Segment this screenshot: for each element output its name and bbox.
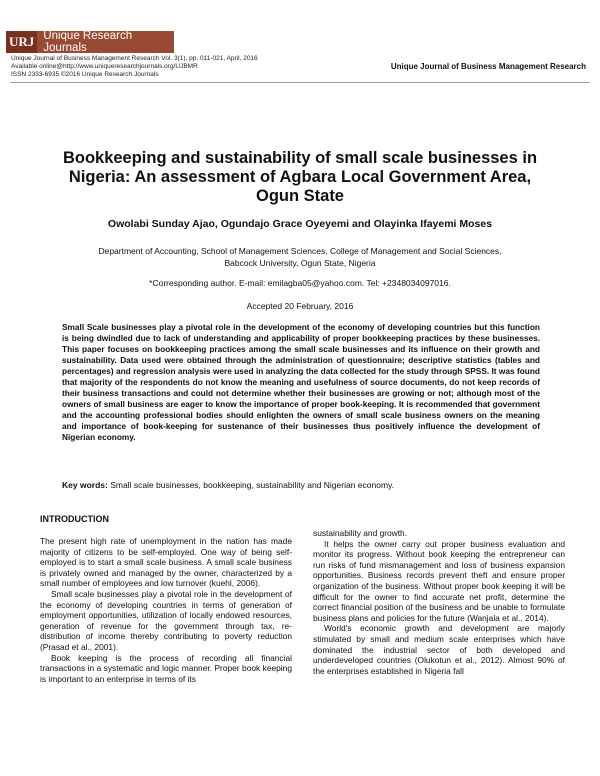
journal-meta [11, 55, 258, 79]
section-heading: INTRODUCTION [40, 514, 109, 524]
body-column-right [313, 528, 565, 676]
corresponding-author: *Corresponding author. E-mail: emilagba05@yahoo.com. Tel: +2348034097016. [149, 278, 451, 288]
paragraph: Book keeping is the process of recording all financial transactions in a systematic and logic manner. Proper book keeping is important to an enterprise in terms of its [40, 652, 292, 684]
body-column-left [40, 536, 292, 684]
journal-logo [6, 31, 174, 53]
article-authors: Owolabi Sunday Ajao, Ogundajo Grace Oyeyemi and Olayinka Ifayemi Moses [107, 218, 493, 230]
keywords-label: Key words: [62, 480, 108, 490]
affiliation-line: Babcock University, Ogun State, Nigeria [224, 258, 376, 268]
paragraph: World's economic growth and development are majorly stimulated by small and medium scale enterprises which have dominated the industrial sector of both developed and underdeveloped countries (Olukotun et al., 2012). Almost 90% of the enterprises established in Nigeria fall [313, 623, 565, 676]
meta-line-issn: ISSN 2333-6935 ©2016 Unique Research Journals [11, 71, 159, 78]
article-title: Bookkeeping and sustainability of small scale businesses in Nigeria: An assessment of Agbara Local Government Area, Ogun State [62, 149, 538, 205]
accepted-date: Accepted 20 February, 2016 [246, 301, 354, 311]
keywords-text: Small scale businesses, bookkeeping, sustainability and Nigerian economy. [110, 480, 395, 490]
running-journal-name: Unique Journal of Business Management Research [390, 62, 586, 71]
meta-line-url: Available online@http://www.uniqueresearchjournals.org/UJBMR [11, 63, 198, 70]
affiliation-line: Department of Accounting, School of Management Sciences, College of Management and Social Sciences, [98, 246, 502, 256]
paragraph: sustainability and growth. [313, 528, 408, 538]
paragraph: It helps the owner carry out proper business evaluation and monitor its progress. Without book keeping the entrepreneur can run risks of fund mismanagement and loss of business expansion opportunities. Business records prevent theft and ensure proper organization of the business. Without proper book keeping it will be difficult for the owner to find accurate net profit, determine the correct financial position of the business and be unable to formulate business plans and policies for the future (Wanjala et al., 2014). [313, 538, 565, 623]
meta-line-volume: Unique Journal of Business Management Research Vol. 3(1), pp. 011-021, April, 2016 [11, 55, 258, 62]
paragraph: The present high rate of unemployment in the nation has made majority of citizens to be self-employed. One way of being self-employed is to start a small scale business. A small scale business is privately owned and managed by the owner, characterized by a small number of employees and low turnover (kuehl, 2006). [40, 536, 292, 589]
paragraph: Small scale businesses play a pivotal role in the development of the economy of developing countries in terms of generation of employment opportunities, utilization of locally endowed resources, generation of revenue for the government through tax, re-distribution of income thereby contributing to poverty reduction (Prasad et al., 2001). [40, 588, 292, 652]
author-affiliation [60, 245, 540, 269]
keywords [62, 480, 540, 490]
header-divider [10, 82, 590, 83]
logo-text: Unique Research Journals [43, 30, 133, 54]
abstract: Small Scale businesses play a pivotal role in the development of the economy of developing countries but this function is being dwindled due to lack of understanding and applicability of proper bookkeeping practices by these businesses. This paper focuses on bookkeeping practices among the small scale businesses and its influence on their growth and sustainability. Data used were obtained through the administration of questionnaire; descriptive statistics (tables and percentages) and regression analysis were used in analyzing the data collected for the study through SPSS. It was found that majority of the respondents do not know the meaning and usefulness of source documents, do not keep records of their business transactions and could not determine whether their businesses are growing or not; although most of the owners of small business are eager to know the importance of proper book-keeping. It is recommended that government and the accounting professional bodies should enlighten the owners of small scale business owners on the meaning and importance of book-keeping for sustenance of their businesses thus positively influence the development of Nigerian economy. [62, 322, 540, 442]
logo-mark: URJ [6, 31, 37, 53]
